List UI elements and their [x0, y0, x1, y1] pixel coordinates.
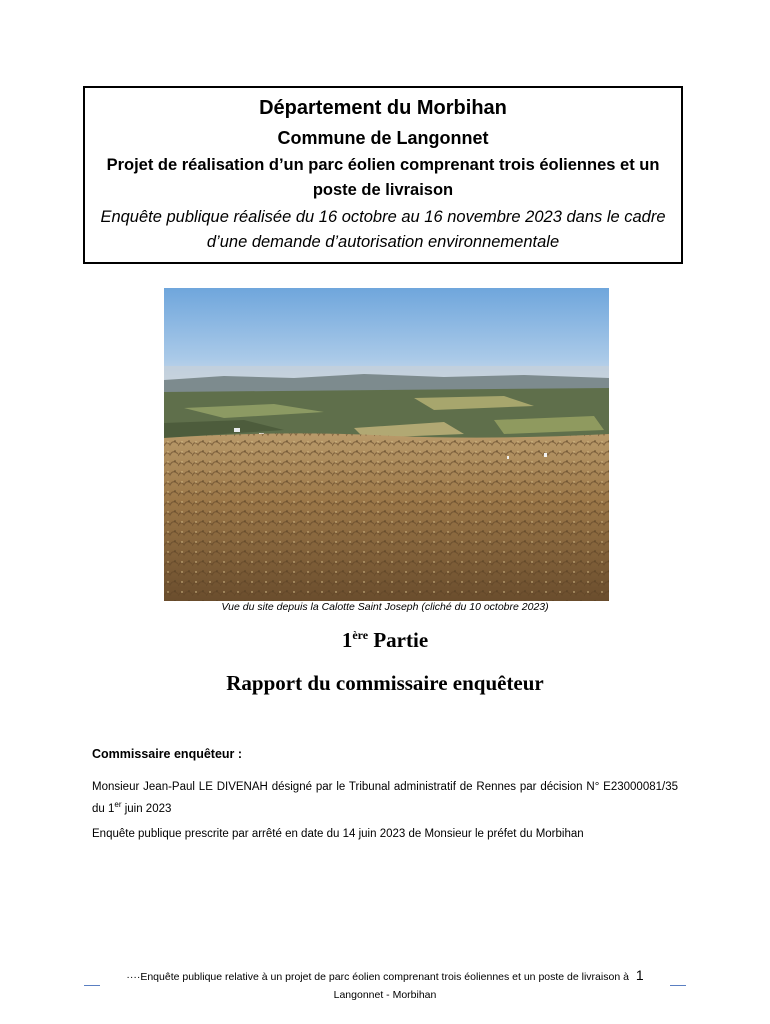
enquete-subtitle: Enquête publique réalisée du 16 octobre au 16 novembre 2023 dans le cadre d’une demande d’autorisation environnementale	[100, 208, 666, 251]
designation-sup: er	[114, 800, 122, 809]
part-number-suffix: ère	[352, 628, 369, 642]
part-heading	[0, 628, 770, 653]
page-number: 1	[635, 967, 644, 983]
designation-end: juin 2023	[121, 802, 172, 815]
commune-title: Commune de Langonnet	[277, 128, 489, 148]
page-footer	[84, 966, 686, 1004]
commissaire-heading: Commissaire enquêteur :	[92, 747, 243, 761]
footer-text-1: Enquête publique relative à un projet de parc éolien comprenant trois éoliennes et un poste de livraison à	[140, 971, 629, 983]
photo-caption: Vue du site depuis la Calotte Saint Joseph (cliché du 10 octobre 2023)	[221, 601, 549, 613]
department-title: Département du Morbihan	[259, 97, 507, 119]
designation-paragraph	[92, 779, 678, 818]
footer-text-2: Langonnet - Morbihan	[333, 989, 437, 1001]
footer-line-1	[84, 966, 686, 986]
report-title: Rapport du commissaire enquêteur	[226, 671, 544, 695]
arrete-paragraph: Enquête publique prescrite par arrêté en date du 14 juin 2023 de Monsieur le préfet du Morbihan	[92, 828, 584, 840]
title-box	[83, 86, 683, 264]
footer-prefix: ····	[126, 971, 141, 983]
part-number: 1	[341, 628, 353, 652]
project-title: Projet de réalisation d’un parc éolien comprenant trois éoliennes et un poste de livraison	[106, 156, 660, 199]
part-word: Partie	[373, 628, 429, 652]
designation-text: Monsieur Jean-Paul LE DIVENAH désigné par le Tribunal administratif de Rennes par décision N° E23000081/35 du 1	[92, 781, 678, 815]
site-photo	[164, 288, 609, 601]
